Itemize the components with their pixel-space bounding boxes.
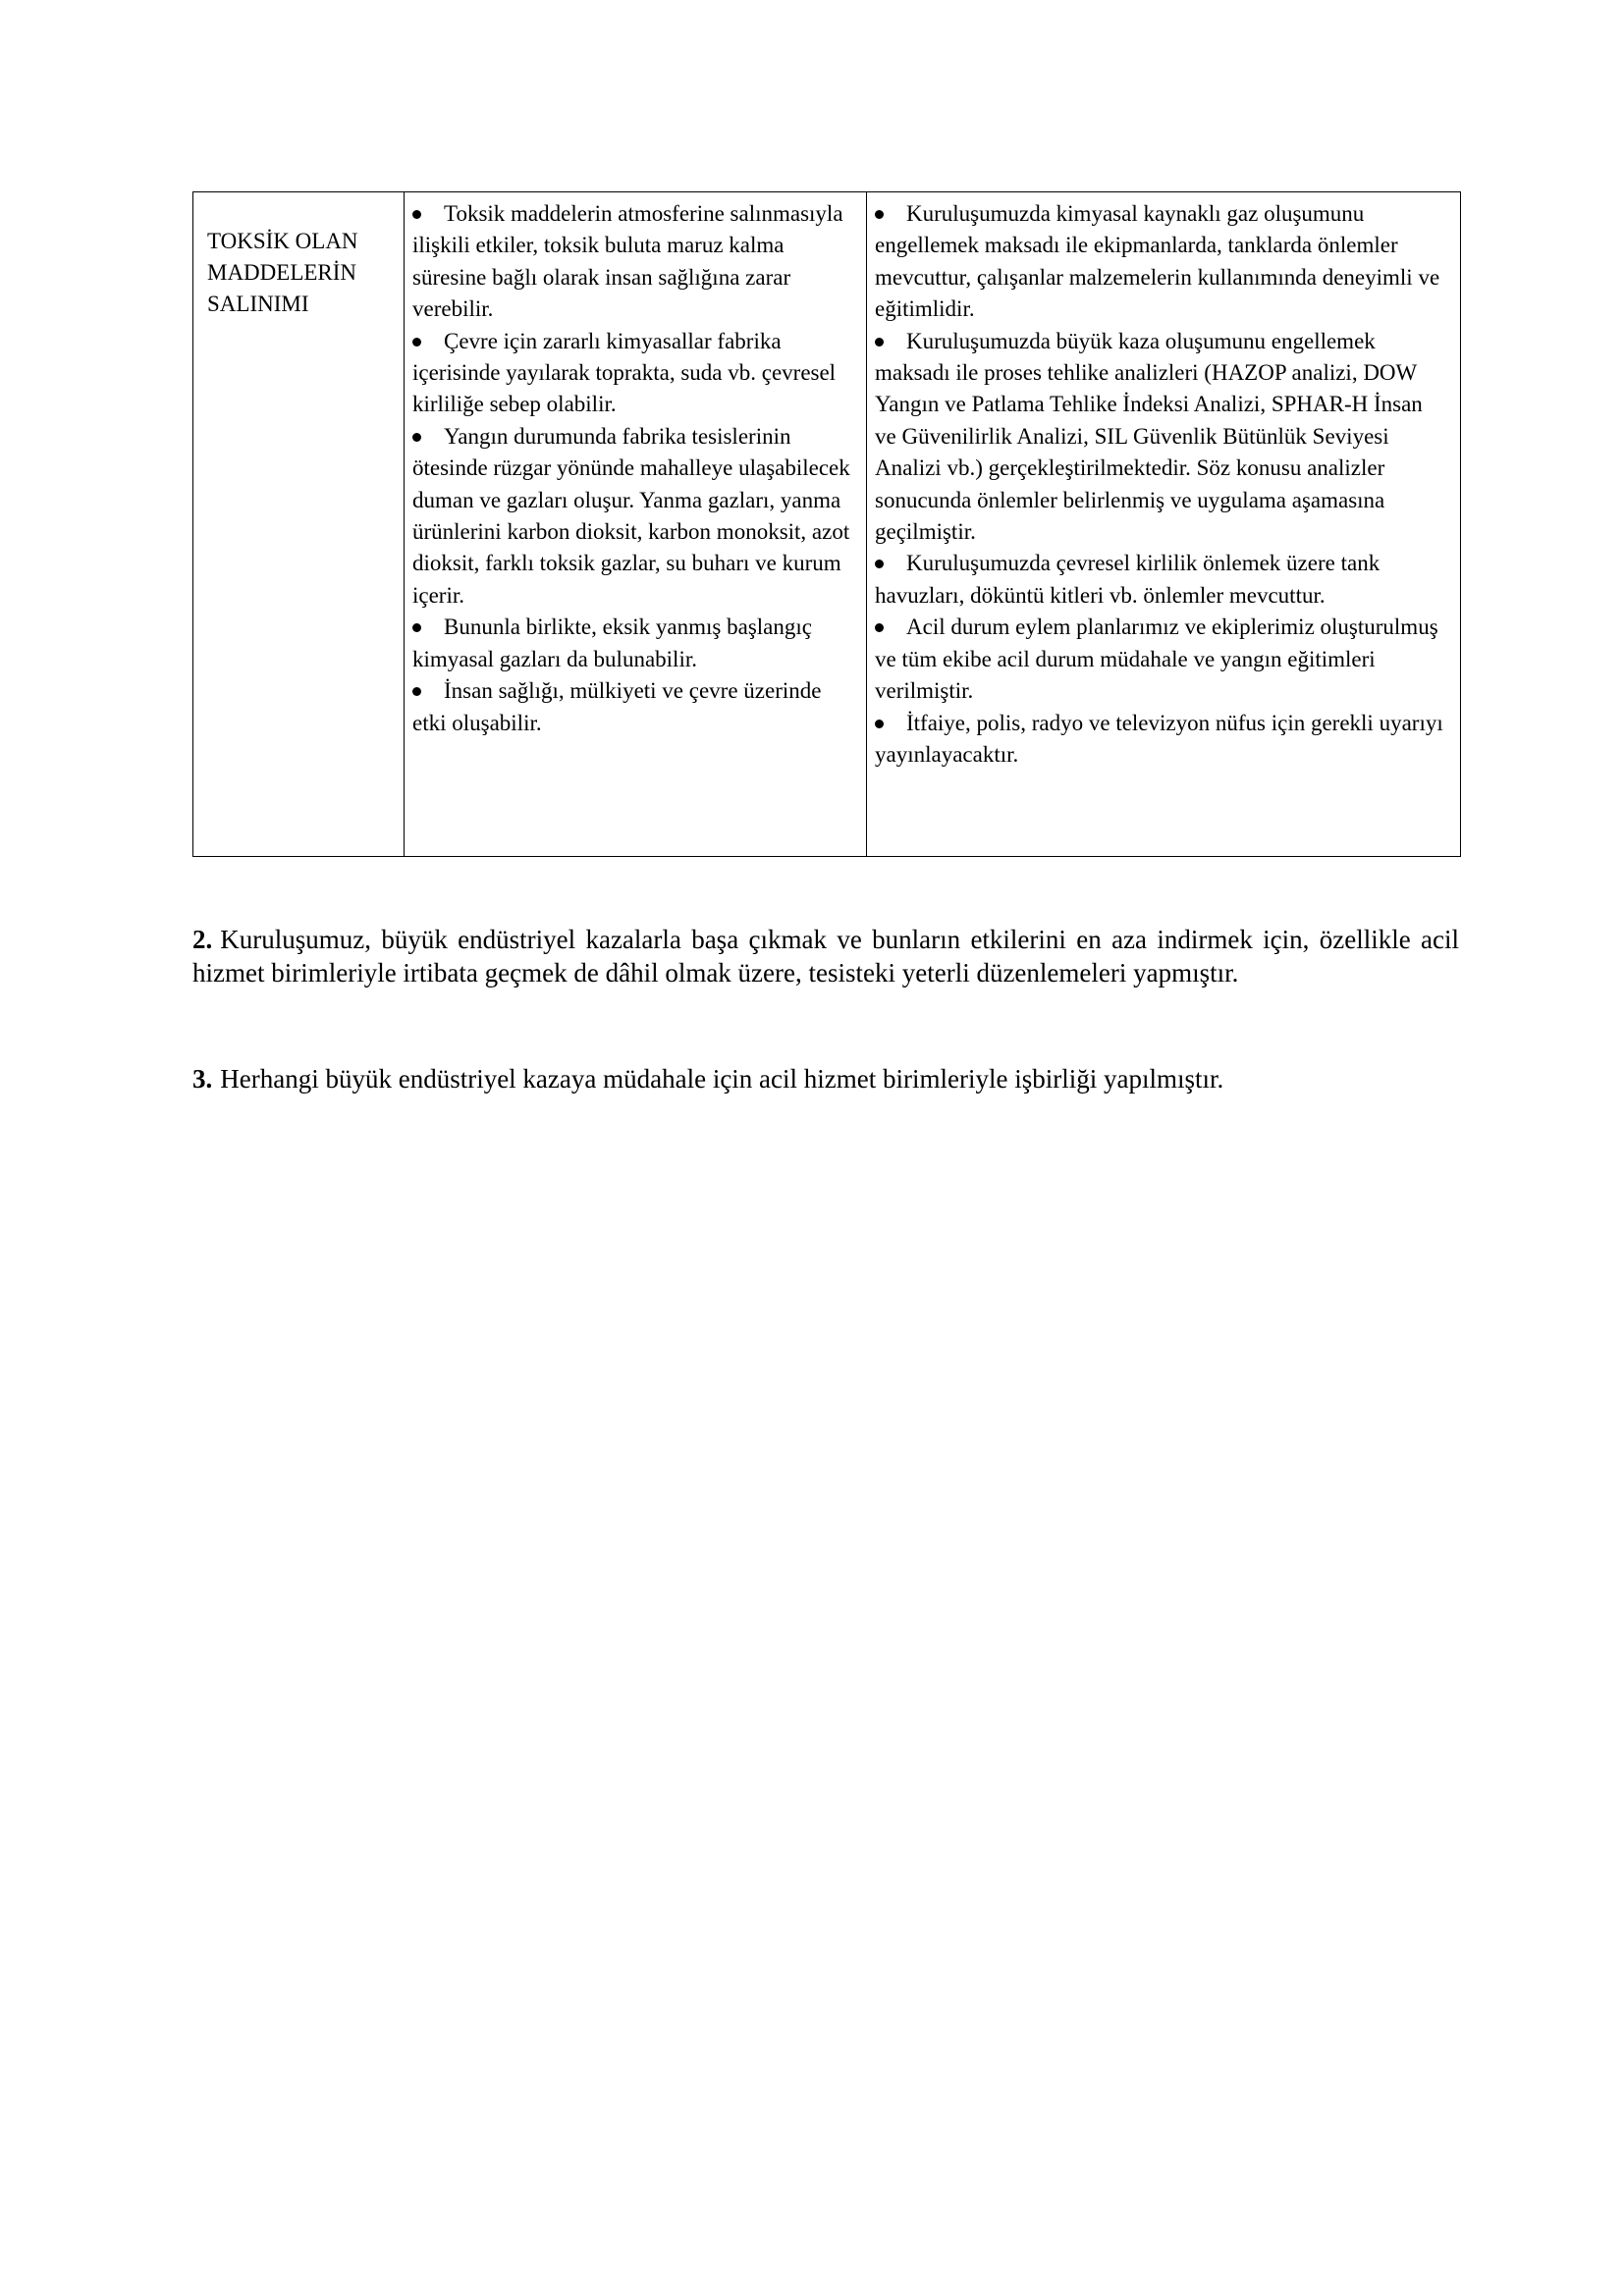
measures-list: [867, 192, 1460, 771]
list-item: [412, 612, 856, 675]
effects-list: [405, 192, 866, 739]
paragraph-text: Herhangi büyük endüstriyel kazaya müdahale için acil hizmet birimleriyle işbirliği yapılmıştır.: [220, 1064, 1224, 1094]
table-row: [193, 192, 1461, 857]
paragraph-2: [192, 923, 1459, 989]
list-item: [412, 198, 856, 326]
list-item: [412, 326, 856, 421]
paragraph-number: 2.: [192, 925, 213, 954]
list-item: [412, 675, 856, 739]
paragraph-text: Kuruluşumuz, büyük endüstriyel kazalarla başa çıkmak ve bunların etkilerini en aza indirmek için, özellikle acil hizmet birimleriyle irtibata geçmek de dâhil olmak üzere, tesisteki yeterli düzenlemeleri yapmıştır.: [192, 925, 1459, 988]
bullet-text: Çevre için zararlı kimyasallar fabrika içerisinde yayılarak toprakta, suda vb. çevresel kirliliğe sebep olabilir.: [412, 328, 837, 417]
list-item: [875, 198, 1448, 326]
hazard-table: [192, 191, 1461, 857]
category-label: [193, 192, 404, 320]
bullet-text: İtfaiye, polis, radyo ve televizyon nüfus için gerekli uyarıyı yayınlayacaktır.: [875, 710, 1443, 767]
bullet-text: Kuruluşumuzda büyük kaza oluşumunu engellemek maksadı ile proses tehlike analizleri (HAZOP analizi, DOW Yangın ve Patlama Tehlike İndeksi Analizi, SPHAR-H İnsan ve Güvenilirlik Analizi, SIL Güvenlik Bütünlük Seviyesi Analizi vb.) gerçekleştirilmektedir. Söz konusu analizler sonucunda önlemler belirlenmiş ve uygulama aşamasına geçilmiştir.: [875, 328, 1423, 545]
effects-cell: [405, 192, 867, 857]
category-cell: [193, 192, 405, 857]
bullet-text: İnsan sağlığı, mülkiyeti ve çevre üzerinde etki oluşabilir.: [412, 678, 822, 735]
list-item: [412, 421, 856, 612]
bullet-text: Yangın durumunda fabrika tesislerinin ötesinde rüzgar yönünde mahalleye ulaşabilecek duman ve gazları oluşur. Yanma gazları, yanma ürünlerini karbon dioksit, karbon monoksit, azot dioksit, farklı toksik gazlar, su buharı ve kurum içerir.: [412, 423, 850, 608]
list-item: [875, 326, 1448, 549]
list-item: [875, 612, 1448, 707]
bullet-text: Kuruluşumuzda kimyasal kaynaklı gaz oluşumunu engellemek maksadı ile ekipmanlarda, tanklarda önlemler mevcuttur, çalışanlar malzemelerin kullanımında deneyimli ve eğitimlidir.: [875, 201, 1440, 322]
bullet-text: Kuruluşumuzda çevresel kirlilik önlemek üzere tank havuzları, döküntü kitleri vb. önlemler mevcuttur.: [875, 551, 1380, 608]
measures-cell: [867, 192, 1461, 857]
list-item: [875, 548, 1448, 612]
paragraph-3: [192, 1062, 1459, 1095]
bullet-text: Toksik maddelerin atmosferine salınmasıyla ilişkili etkiler, toksik buluta maruz kalma süresine bağlı olarak insan sağlığına zarar verebilir.: [412, 201, 843, 322]
list-item: [875, 708, 1448, 772]
category-line: TOKSİK OLAN: [207, 229, 358, 253]
paragraph-number: 3.: [192, 1064, 213, 1094]
category-line: SALINIMI: [207, 292, 309, 316]
bullet-text: Bununla birlikte, eksik yanmış başlangıç kimyasal gazları da bulunabilir.: [412, 614, 812, 671]
category-line: MADDELERİN: [207, 260, 357, 285]
bullet-text: Acil durum eylem planlarımız ve ekiplerimiz oluşturulmuş ve tüm ekibe acil durum müdahale ve yangın eğitimleri verilmiştir.: [875, 614, 1438, 704]
